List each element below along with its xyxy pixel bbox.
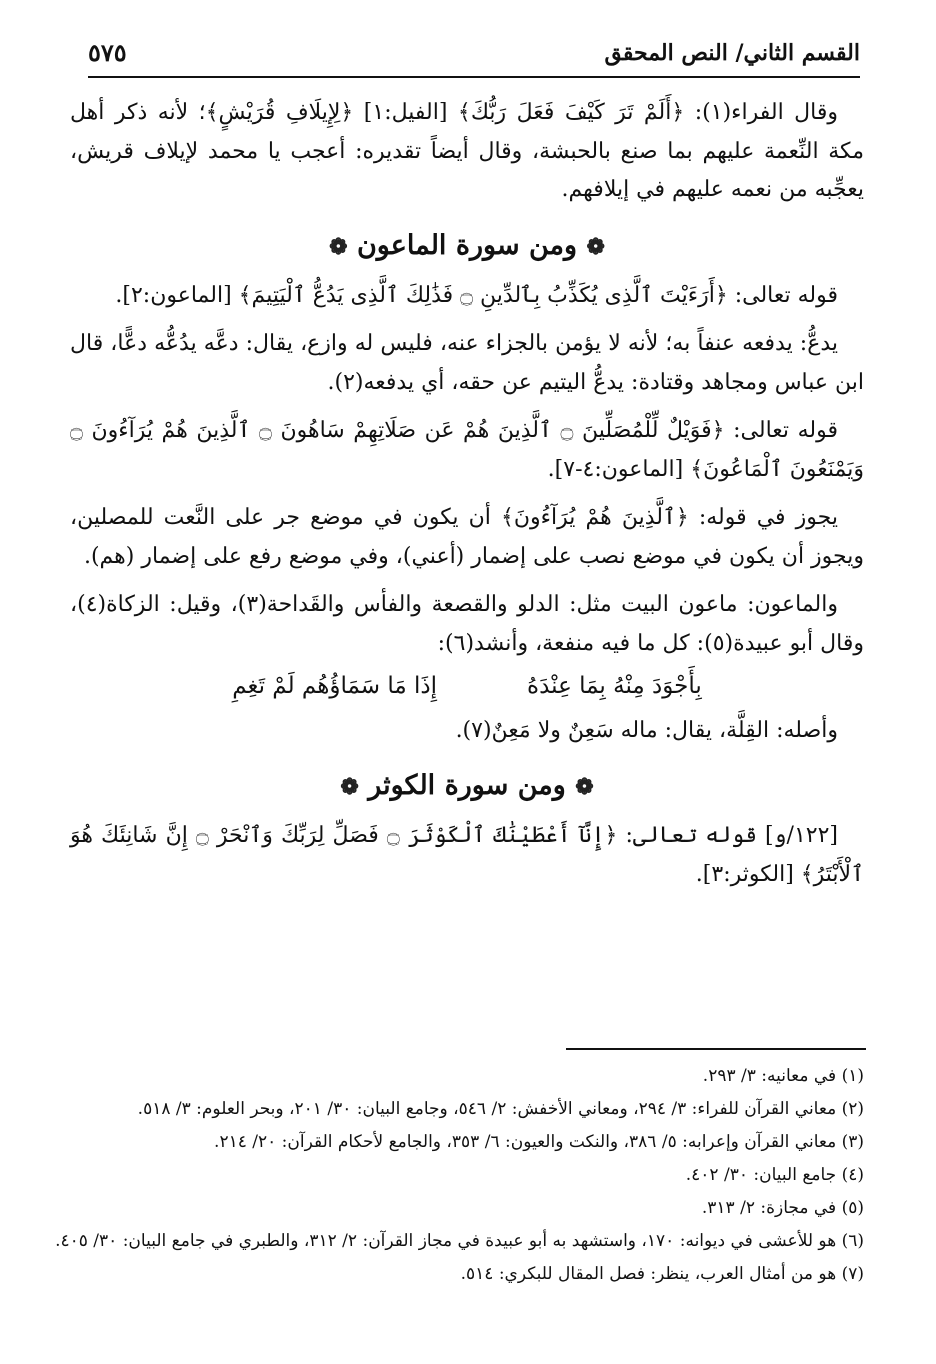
ornament-icon: ❁ <box>586 233 605 260</box>
paragraph: قوله تعالى: ﴿أَرَءَيْتَ ٱلَّذِى يُكَذِّبُ بِٱلدِّينِ ۝ فَذَٰلِكَ ٱلَّذِى يَدُعُّ ٱلْيَتِيمَ﴾ [الماعون:٢]. <box>115 282 838 308</box>
footnote: (١) في معانيه: ٣/ ٢٩٣. <box>702 1066 864 1086</box>
surah-title: ومن سورة الكوثر <box>368 770 566 801</box>
ornament-icon: ❁ <box>329 233 348 260</box>
ornament-icon: ❁ <box>575 774 594 800</box>
surah-title: ومن سورة الماعون <box>356 229 578 261</box>
running-title: القسم الثاني/ النص المحقق <box>604 40 860 66</box>
footnote: (٤) جامع البيان: ٣٠/ ٤٠٢. <box>685 1165 864 1185</box>
footnote: (٦) هو للأعشى في ديوانه: ١٧٠، واستشهد به أبو عبيدة في مجاز القرآن: ٢/ ٣١٢، والطبري في جامع البيان: ٣٠/ ٤٠٥. <box>55 1231 864 1251</box>
paragraph: والماعون: ماعون البيت مثل: الدلو والقصعة والفأس والقَداحة(٣)، وقيل: الزكاة(٤)، وقال أبو عبيدة(٥): كل ما فيه منفعة، وأنشد(٦): <box>70 592 864 656</box>
paragraph: [١٢٢/و] قوله تعالى: ﴿إِنَّآ أَعْطَيْنَٰكَ ٱلْكَوْثَرَ ۝ فَصَلِّ لِرَبِّكَ وَٱنْحَرْ ۝ إِنَّ شَانِئَكَ هُوَ ٱلْأَبْتَرُ﴾ [الكوثر:٣]. <box>70 823 864 887</box>
footnote-separator <box>566 1048 866 1050</box>
paragraph: وقال الفراء(١): ﴿أَلَمْ تَرَ كَيْفَ فَعَلَ رَبُّكَ﴾ [الفيل:١] ﴿لِإِيلَافِ قُرَيْشٍ﴾؛ لأنه ذكر أهل مكة النِّعمة عليهم بما صنع بالحبشة، وقال أيضاً تقديره: أعجب يا محمد لإيلاف قريش، يعجِّبه من نعمه عليهم في إيلافهم. <box>70 100 864 202</box>
surah-heading <box>70 224 864 269</box>
main-text <box>70 94 864 904</box>
paragraph: يدعُّ: يدفعه عنفاً به؛ لأنه لا يؤمن بالجزاء عنه، فليس له وازع، يقال: دعَّه يدُعُّه دعًّا، قال ابن عباس ومجاهد وقتادة: يدعُّ اليتيم عن حقه، أي يدفعه(٢). <box>70 331 864 395</box>
paragraph: وأصله: القِلَّة، يقال: ماله سَعِنٌ ولا مَعِنٌ(٧). <box>455 717 838 743</box>
page-header <box>88 30 860 78</box>
footnote: (٧) هو من أمثال العرب، ينظر: فصل المقال للبكري: ٥١٤. <box>460 1264 864 1284</box>
footnote: (٥) في مجازة: ٢/ ٣١٣. <box>701 1198 864 1218</box>
paragraph: يجوز في قوله: ﴿ٱلَّذِينَ هُمْ يُرَآءُونَ﴾ أن يكون في موضع جر على النَّعت للمصلين، ويجوز أن يكون في موضع نصب على إضمار (أعني)، وفي موضع رفع على إضمار (هم). <box>70 505 864 569</box>
paragraph: قوله تعالى: ﴿فَوَيْلٌ لِّلْمُصَلِّينَ ۝ ٱلَّذِينَ هُمْ عَن صَلَاتِهِمْ سَاهُونَ ۝ ٱلَّذِينَ هُمْ يُرَآءُونَ ۝ وَيَمْنَعُونَ ٱلْمَاعُونَ﴾ [الماعون:٤-٧]. <box>70 418 864 482</box>
surah-heading <box>70 764 864 809</box>
verse-second-hemistich: إِذَا مَا سَمَاؤُهُم لَمْ تَغِمِ <box>232 673 438 699</box>
poetry-verse <box>70 667 864 706</box>
footnote: (٣) معاني القرآن وإعرابه: ٥/ ٣٨٦، والنكت والعيون: ٦/ ٣٥٣، والجامع لأحكام القرآن: ٢٠/ ٢١٤. <box>214 1132 864 1152</box>
footnote: (٢) معاني القرآن للفراء: ٣/ ٢٩٤، ومعاني الأخفش: ٢/ ٥٤٦، وجامع البيان: ٣٠/ ٢٠١، وبحر العلوم: ٣/ ٥١٨. <box>137 1099 864 1119</box>
page-number: ٥٧٥ <box>88 38 127 67</box>
footnotes <box>55 1060 864 1291</box>
ornament-icon: ❁ <box>340 774 359 800</box>
verse-first-hemistich: بِأَجْوَدَ مِنْهُ بِمَا عِنْدَهُ <box>527 673 702 699</box>
